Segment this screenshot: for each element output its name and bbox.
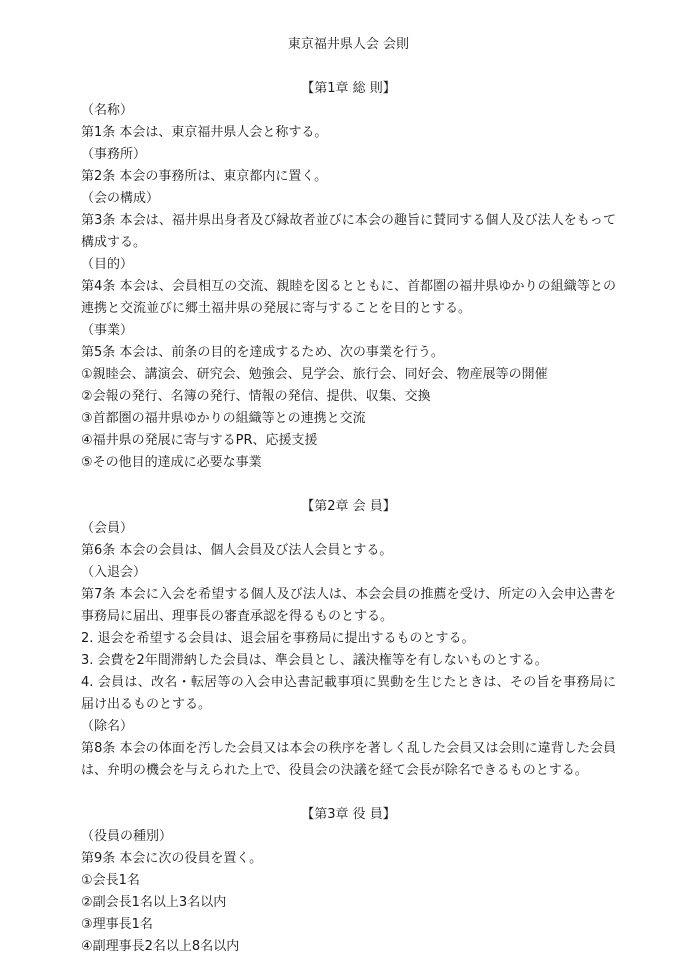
officer-item-4: ④副理事長2名以上8名以内 (81, 939, 240, 954)
heading-composition: （会の構成） (81, 191, 160, 206)
chapter-1-title: 【第1章 総 則】 (301, 81, 396, 96)
heading-business: （事業） (81, 323, 134, 338)
document-title: 東京福井県人会 会則 (287, 37, 410, 52)
article-6: 第6条 本会の会員は、個人会員及び法人会員とする。 (81, 543, 393, 558)
article-7-clause-3: 3. 会費を2年間滞納した会員は、準会員とし、議決権等を有しないものとする。 (81, 653, 548, 668)
article-9: 第9条 本会に次の役員を置く。 (81, 851, 263, 866)
article-1: 第1条 本会は、東京福井県人会と称する。 (81, 125, 328, 140)
article-4: 第4条 本会は、会員相互の交流、親睦を図るとともに、首都圏の福井県ゆかりの組織等との連携と交流並びに郷土福井県の発展に寄与することを目的とする。 (81, 279, 616, 316)
spacer (81, 782, 616, 804)
business-item-3: ③首都圏の福井県ゆかりの組織等との連携と交流 (81, 411, 366, 426)
heading-expulsion: （除名） (81, 719, 134, 734)
business-item-4: ④福井県の発展に寄与するPR、応援支援 (81, 433, 318, 448)
heading-join-leave: （入退会） (81, 565, 147, 580)
article-7-clause-2: 2. 退会を希望する会員は、退会届を事務局に提出するものとする。 (81, 631, 475, 646)
heading-officer-types: （役員の種別） (81, 829, 173, 844)
chapter-2-title: 【第2章 会 員】 (301, 499, 396, 514)
business-item-5: ⑤その他目的達成に必要な事業 (81, 455, 262, 470)
spacer (81, 474, 616, 496)
chapter-3-title: 【第3章 役 員】 (301, 807, 396, 822)
officer-item-2: ②副会長1名以上3名以内 (81, 895, 227, 910)
officer-item-3: ③理事長1名 (81, 917, 153, 932)
heading-office: （事務所） (81, 147, 147, 162)
article-2: 第2条 本会の事務所は、東京都内に置く。 (81, 169, 328, 184)
heading-name: （名称） (81, 103, 134, 118)
officer-item-1: ①会長1名 (81, 873, 140, 888)
article-8: 第8条 本会の体面を汚した会員又は本会の秩序を著しく乱した会員又は会則に違背した会員は、弁明の機会を与えられた上で、役員会の決議を経て会長が除名できるものとする。 (81, 741, 616, 778)
business-item-1: ①親睦会、講演会、研究会、勉強会、見学会、旅行会、同好会、物産展等の開催 (81, 367, 548, 382)
heading-member: （会員） (81, 521, 134, 536)
heading-purpose: （目的） (81, 257, 134, 272)
bylaws-document (81, 34, 616, 958)
article-7-clause-4: 4. 会員は、改名・転居等の入会申込書記載事項に異動を生じたときは、その旨を事務局に届け出るものとする。 (81, 675, 616, 712)
business-item-2: ②会報の発行、名簿の発行、情報の発信、提供、収集、交換 (81, 389, 431, 404)
article-3: 第3条 本会は、福井県出身者及び縁故者並びに本会の趣旨に賛同する個人及び法人をもって構成する。 (81, 213, 616, 250)
article-5: 第5条 本会は、前条の目的を達成するため、次の事業を行う。 (81, 345, 444, 360)
article-7: 第7条 本会に入会を希望する個人及び法人は、本会会員の推薦を受け、所定の入会申込書を事務局に届出、理事長の審査承認を得るものとする。 (81, 587, 616, 624)
